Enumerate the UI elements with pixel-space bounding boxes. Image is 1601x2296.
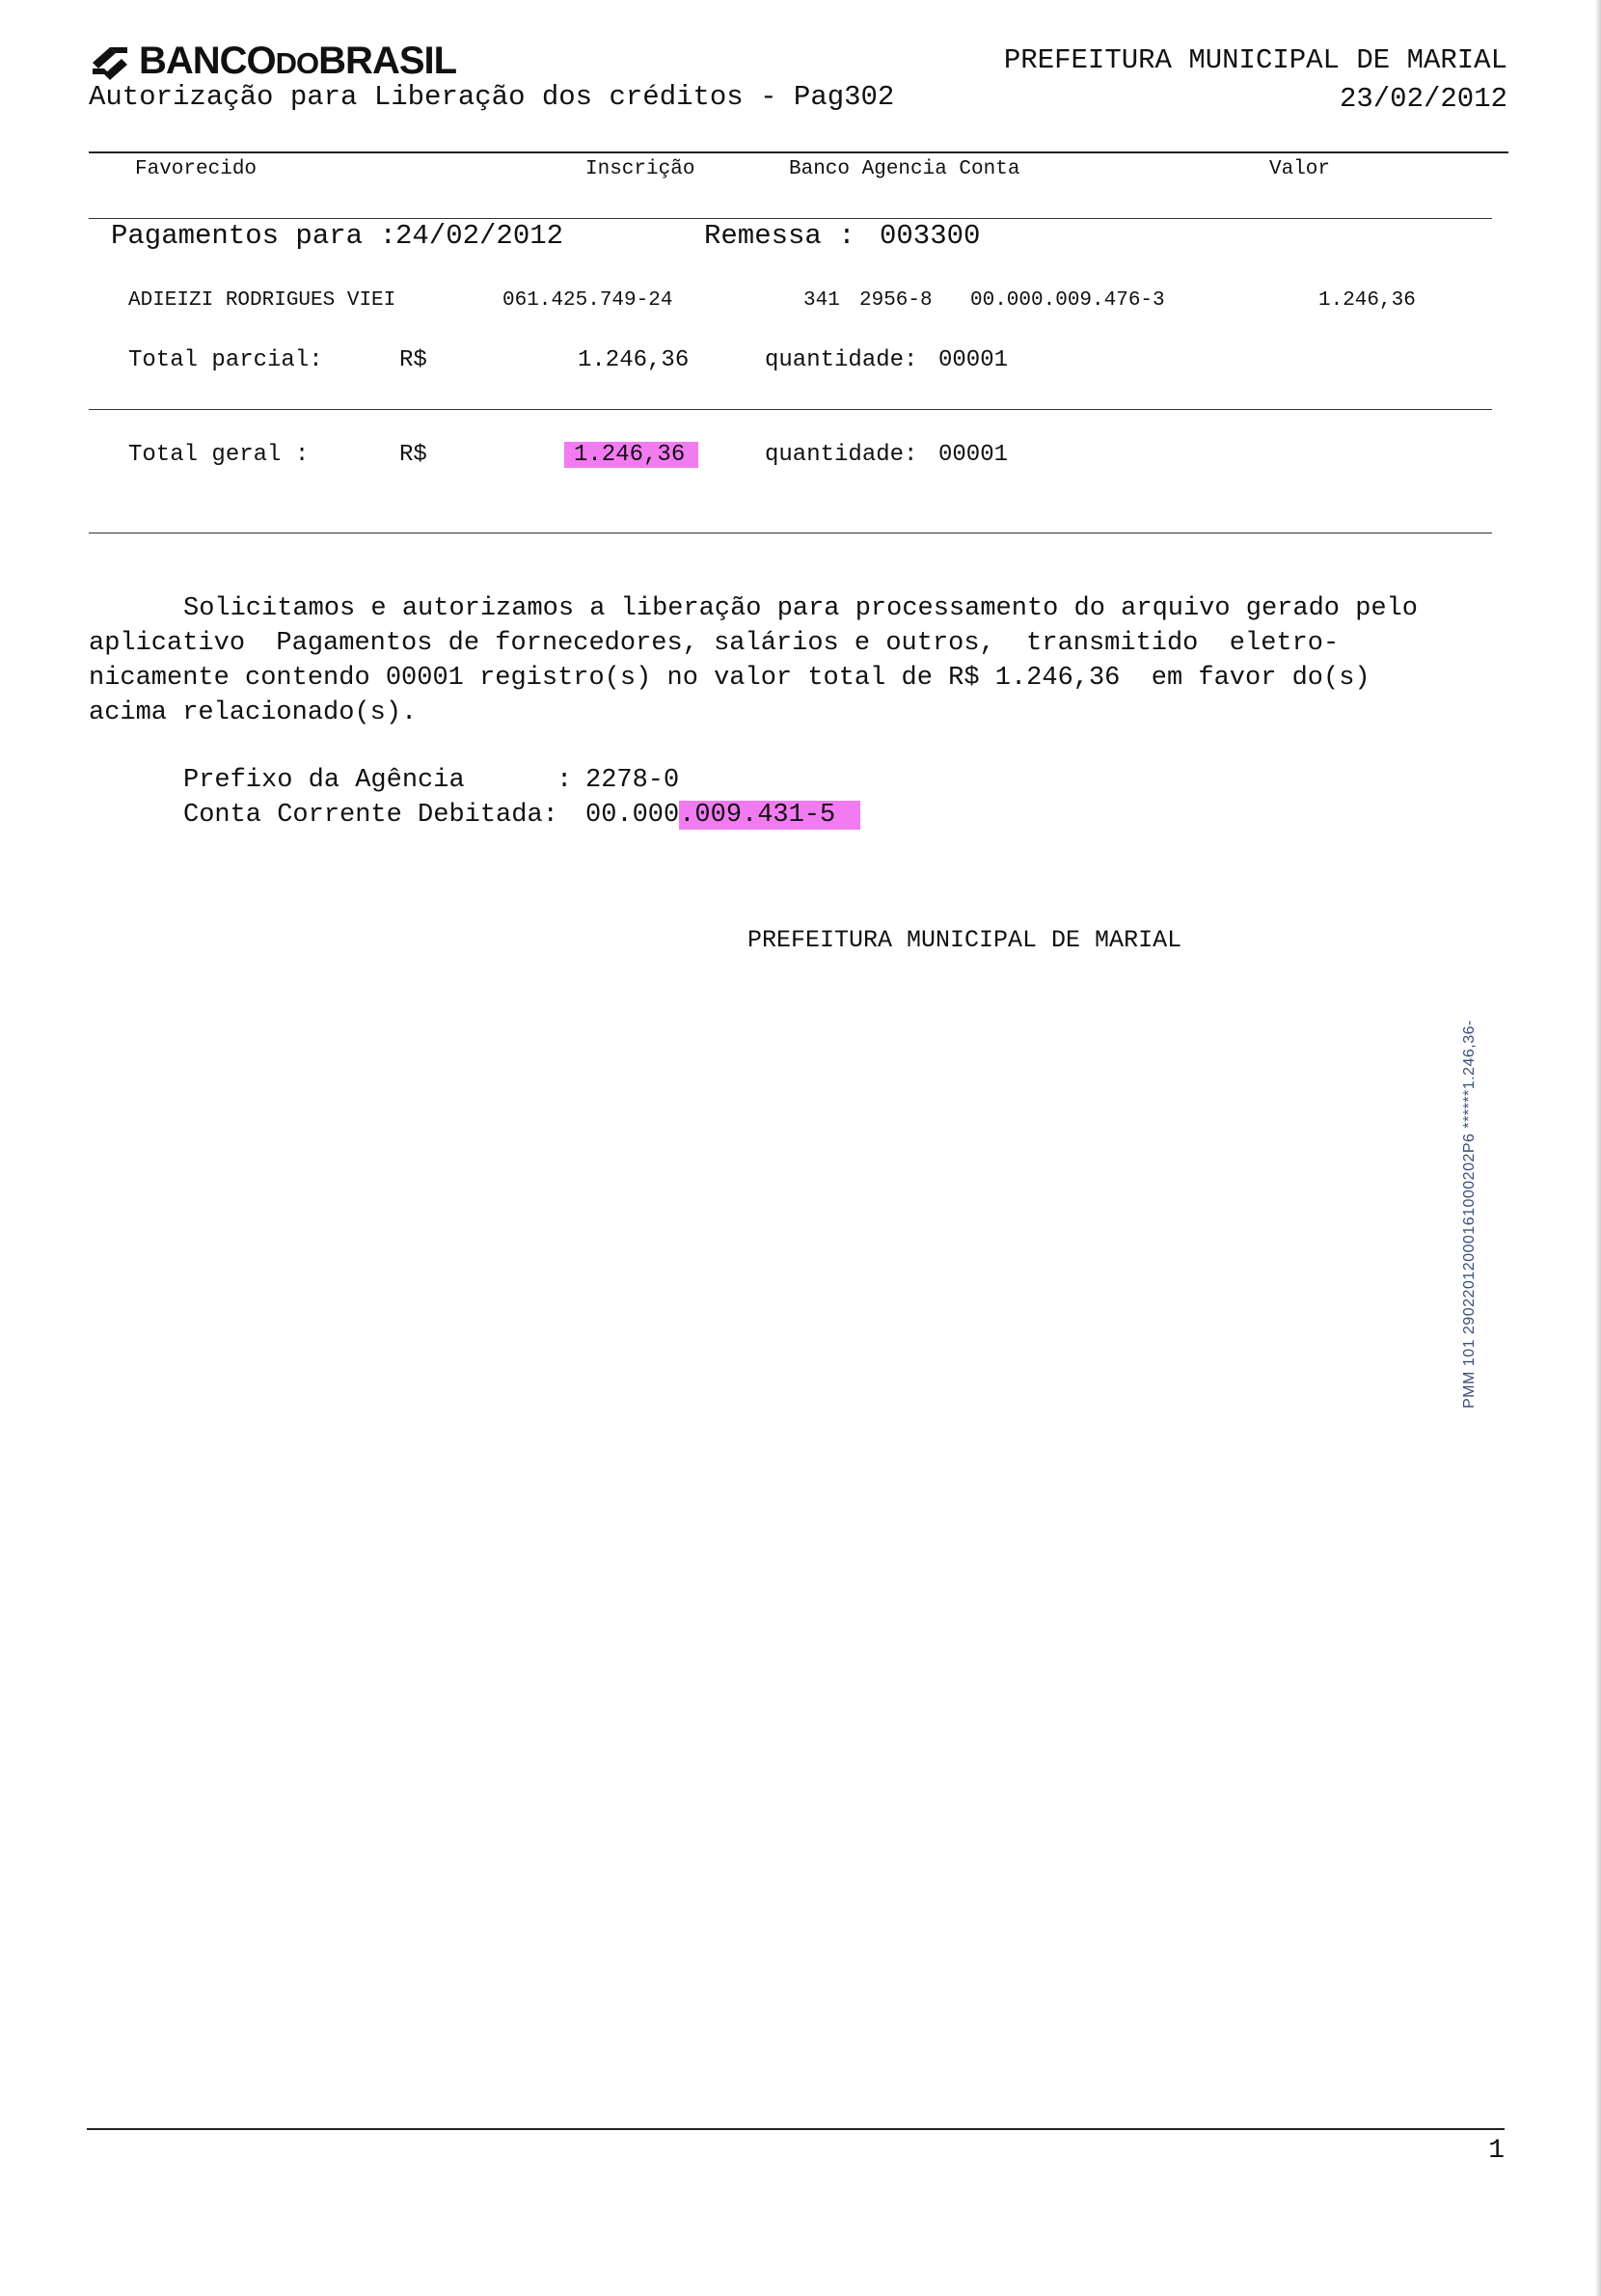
document-title: Autorização para Liberação dos créditos - Pag302: [89, 81, 895, 113]
document-date: 23/02/2012: [1339, 83, 1507, 115]
conta-debitada-highlight: .009.431-5: [679, 801, 860, 830]
total-geral-label: Total geral :: [128, 442, 310, 468]
payment-date-label: Pagamentos para :: [111, 220, 396, 252]
remessa-number: 003300: [880, 220, 981, 252]
subtotal-divider: [89, 409, 1492, 410]
organization-name: PREFEITURA MUNICIPAL DE MARIAL: [1003, 44, 1507, 76]
page-scan-edge: [1595, 0, 1601, 2296]
authorization-text-line-1: Solicitamos e autorizamos a liberação para processamento do arquivo gerado pelo: [183, 594, 1419, 623]
authentication-stamp: [1459, 1020, 1479, 1408]
total-parcial-qty-label: quantidade:: [765, 347, 918, 373]
row-valor: 1.246,36: [1318, 289, 1416, 312]
authentication-stamp-text: PMM 101 29022012000161000202P6 ******1.246,36-: [1461, 1020, 1478, 1408]
conta-debitada-value: 00.000.009.431-5: [585, 801, 860, 830]
payment-date: 24/02/2012: [395, 220, 564, 252]
row-agencia: 2956-8: [859, 289, 933, 312]
bank-logo: [89, 39, 456, 83]
total-geral-qty-label: quantidade:: [765, 442, 918, 468]
total-parcial-currency: R$: [399, 347, 427, 373]
page-number: 1: [1488, 2136, 1505, 2166]
total-parcial-qty: 00001: [938, 347, 1009, 373]
row-favorecido: ADIEIZI RODRIGUES VIEI: [128, 289, 396, 312]
row-conta: 00.000.009.476-3: [970, 289, 1165, 312]
row-banco: 341: [803, 289, 840, 312]
total-geral-currency: R$: [399, 442, 427, 468]
authorization-text-line-2: aplicativo Pagamentos de fornecedores, salários e outros, transmitido eletro-: [89, 629, 1340, 658]
column-header-valor: Valor: [1269, 158, 1331, 180]
column-header-banco-agencia-conta: Banco Agencia Conta: [789, 158, 1020, 180]
signature-organization: PREFEITURA MUNICIPAL DE MARIAL: [747, 926, 1182, 954]
row-inscricao: 061.425.749-24: [502, 289, 673, 312]
columns-divider: [89, 218, 1492, 219]
authorization-text-line-3: nicamente contendo 00001 registro(s) no valor total de R$ 1.246,36 em favor do(s): [89, 664, 1370, 693]
column-header-inscricao: Inscrição: [585, 158, 695, 180]
remessa-label: Remessa :: [704, 220, 855, 252]
header-divider: [89, 151, 1508, 153]
bank-name: BANCODOBRASIL: [139, 39, 457, 82]
total-parcial-label: Total parcial:: [128, 347, 323, 373]
prefixo-agencia-value: 2278-0: [585, 766, 680, 795]
banco-do-brasil-symbol-icon: [89, 41, 131, 80]
column-header-favorecido: Favorecido: [135, 158, 258, 180]
footer-divider: [87, 2128, 1505, 2130]
authorization-text-line-4: acima relacionado(s).: [89, 698, 418, 727]
prefixo-agencia-label: Prefixo da Agência: [183, 766, 465, 795]
total-geral-value: 1.246,36: [564, 442, 698, 468]
conta-debitada-label: Conta Corrente Debitada:: [183, 801, 558, 830]
total-parcial-value: 1.246,36: [578, 347, 690, 373]
total-geral-qty: 00001: [938, 442, 1009, 468]
prefixo-agencia-separator: :: [556, 766, 573, 795]
